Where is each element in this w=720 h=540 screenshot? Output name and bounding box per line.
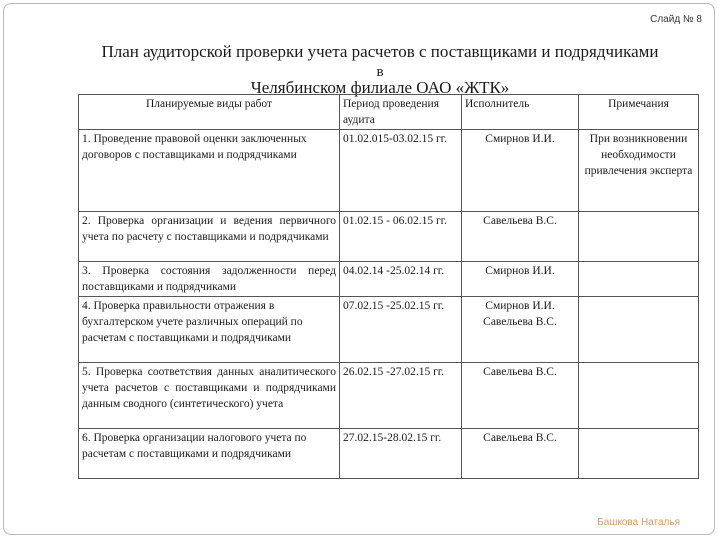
table-row [79,363,699,429]
slide-number: Слайд № 8 [650,14,702,25]
cell-period: 01.02.15 - 06.02.15 гг. [340,212,462,262]
author-watermark: Башкова Наталья [597,517,680,528]
cell-work: 3. Проверка состояния задолженности перед поставщиками и подрядчиками [79,262,340,297]
header-period: Период проведения аудита [340,95,462,130]
audit-plan-table [78,94,699,479]
cell-note [579,212,699,262]
cell-period: 07.02.15 -25.02.15 гг. [340,297,462,363]
page-title-line-1: План аудиторской проверки учета расчетов с поставщиками и подрядчиками [101,42,659,61]
page-title-line-3: Челябинском филиале ОАО «ЖТК» [250,78,510,97]
cell-period: 01.02.015-03.02.15 гг. [340,130,462,212]
table-row [79,130,699,212]
header-work: Планируемые виды работ [79,95,340,130]
table-row [79,212,699,262]
cell-work: 4. Проверка правильности отражения в бухгалтерском учете различных операций по расчетам с поставщиками и подрядчиками [79,297,340,363]
table-header-row [79,95,699,130]
cell-note [579,363,699,429]
cell-executor: Смирнов И.И. Савельева В.С. [462,297,579,363]
cell-period: 27.02.15-28.02.15 гг. [340,429,462,479]
cell-executor: Савельева В.С. [462,212,579,262]
header-executor: Исполнитель [462,95,579,130]
header-notes: Примечания [579,95,699,130]
cell-note [579,297,699,363]
cell-executor: Савельева В.С. [462,363,579,429]
cell-executor: Смирнов И.И. [462,130,579,212]
cell-note: При возникновении необходимости привлечения эксперта [579,130,699,212]
table-row [79,297,699,363]
cell-executor: Смирнов И.И. [462,262,579,297]
cell-period: 26.02.15 -27.02.15 гг. [340,363,462,429]
cell-work: 2. Проверка организации и ведения первичного учета по расчету с поставщиками и подрядчиками [79,212,340,262]
table-row [79,262,699,297]
cell-period: 04.02.14 -25.02.14 гг. [340,262,462,297]
cell-note [579,262,699,297]
cell-work: 5. Проверка соответствия данных аналитического учета расчетов с поставщиками и подрядчиками данным сводного (синтетического) учета [79,363,340,429]
cell-executor: Савельева В.С. [462,429,579,479]
page-title-line-2: в [376,64,384,80]
cell-note [579,429,699,479]
table-row [79,429,699,479]
cell-work: 6. Проверка организации налогового учета по расчетам с поставщиками и подрядчиками [79,429,340,479]
cell-work: 1. Проведение правовой оценки заключенных договоров с поставщиками и подрядчиками [79,130,340,212]
